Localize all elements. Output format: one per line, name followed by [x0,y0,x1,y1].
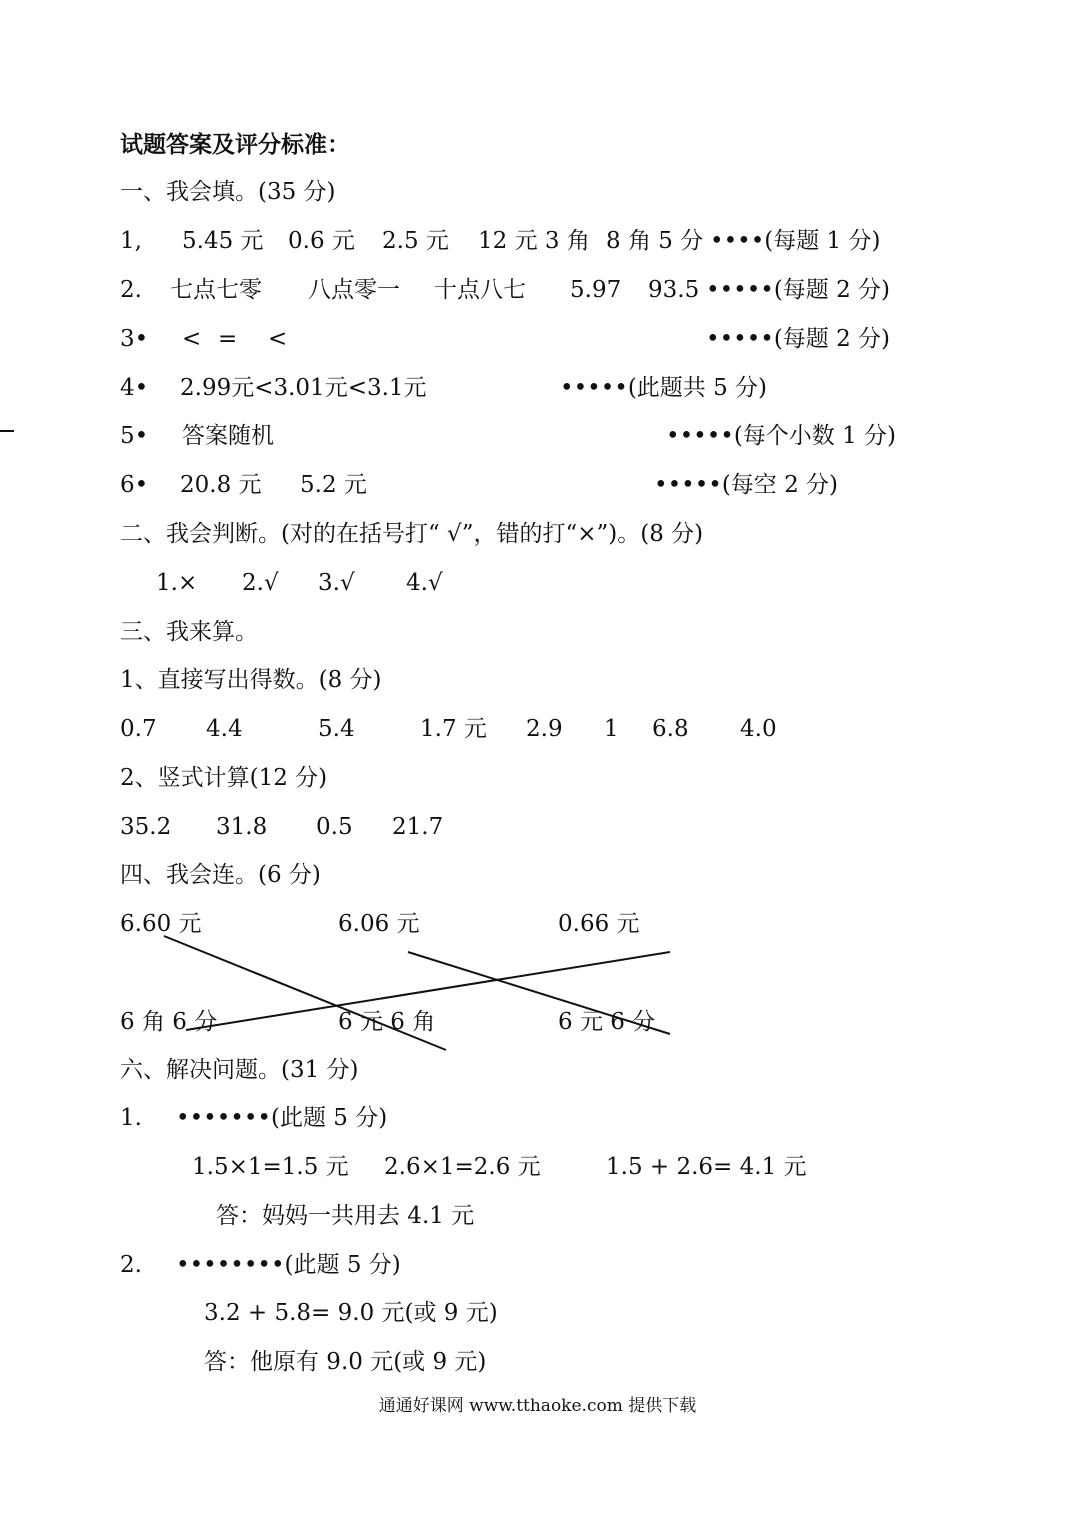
answer: 93.5 [648,277,700,303]
bottom-item: 6 角 6 分 [120,1009,218,1035]
answer: 1 [604,716,619,742]
bottom-item: 6 元 6 角 [338,1009,436,1035]
answer: 1.7 元 [420,716,487,742]
answer: 12 元 3 角 [478,228,590,254]
answer: 5.97 [570,277,622,303]
score-note: •••••(每题 2 分) [706,277,891,303]
answer: 31.8 [216,814,268,840]
top-item: 6.06 元 [338,911,420,937]
answer: < [182,326,202,352]
question-label: 2. [120,1252,142,1278]
answer: 5.45 元 [182,228,264,254]
answer: 4.√ [406,570,443,596]
q1-answer: 答：妈妈一共用去 4.1 元 [216,1203,475,1229]
answer: 20.8 元 [180,472,262,498]
answer: 七点七零 [170,277,262,303]
row-label: 3• [120,326,149,352]
answer: 0.5 [316,814,353,840]
answer: = [218,326,238,352]
question-label: 1. [120,1105,142,1131]
row-label: 6• [120,472,149,498]
section6-heading: 六、解决问题。(31 分) [120,1057,359,1083]
match-line [408,952,670,1034]
section1-heading: 一、我会填。(35 分) [120,179,336,205]
answer: 0.7 [120,716,157,742]
answer: 八点零一 [308,277,400,303]
row-label: 5• [120,423,149,449]
answer: 3.√ [318,570,355,596]
section2-heading: 二、我会判断。(对的在括号打“ √”，错的打“×”)。(8 分) [120,521,704,547]
answer: 2.√ [242,570,279,596]
answer: 2.99元<3.01元<3.1元 [180,375,427,401]
score-note: •••••••(此题 5 分) [176,1105,388,1131]
answer: 21.7 [392,814,444,840]
match-line [186,952,670,1030]
top-item: 6.60 元 [120,911,202,937]
q2-answer: 答：他原有 9.0 元(或 9 元) [204,1349,487,1375]
bottom-item: 6 元 6 分 [558,1009,656,1035]
answer: 十点八七 [434,277,526,303]
score-note: ••••••••(此题 5 分) [176,1252,401,1278]
doc-title: 试题答案及评分标准： [120,131,350,158]
row-label: 2. [120,277,142,303]
answer: 2.9 [526,716,563,742]
answer: 1.× [156,570,198,596]
calc-step: 1.5×1=1.5 元 [192,1154,349,1180]
score-note: •••••(每空 2 分) [654,472,839,498]
answer: 5.2 元 [300,472,367,498]
answer: 6.8 [652,716,689,742]
answer: 答案随机 [182,423,274,449]
row-label: 4• [120,375,149,401]
row-label: 1, [120,228,142,254]
answer: < [268,326,288,352]
section3-sub1-heading: 1、直接写出得数。(8 分) [120,667,382,693]
answer: 35.2 [120,814,172,840]
answer: 4.0 [740,716,777,742]
score-note: •••••(此题共 5 分) [560,375,768,401]
top-item: 0.66 元 [558,911,640,937]
q2-calc: 3.2 + 5.8= 9.0 元(或 9 元) [204,1300,498,1326]
calc-step: 2.6×1=2.6 元 [384,1154,541,1180]
answer: 5.4 [318,716,355,742]
score-note: •••••(每个小数 1 分) [666,423,897,449]
section3-heading: 三、我来算。 [120,619,258,645]
score-note: •••••(每题 2 分) [706,326,891,352]
answer: 2.5 元 [382,228,449,254]
calc-step: 1.5 + 2.6= 4.1 元 [606,1154,807,1180]
section3-sub2-heading: 2、竖式计算(12 分) [120,765,328,791]
answer: 8 角 5 分 [606,228,704,254]
score-note: ••••(每题 1 分) [710,228,881,254]
section4-heading: 四、我会连。(6 分) [120,862,321,888]
answer: 0.6 元 [288,228,355,254]
match-line [164,936,446,1050]
answer: 4.4 [206,716,243,742]
footer-credit: 通通好课网 www.tthaoke.com 提供下载 [378,1396,697,1416]
